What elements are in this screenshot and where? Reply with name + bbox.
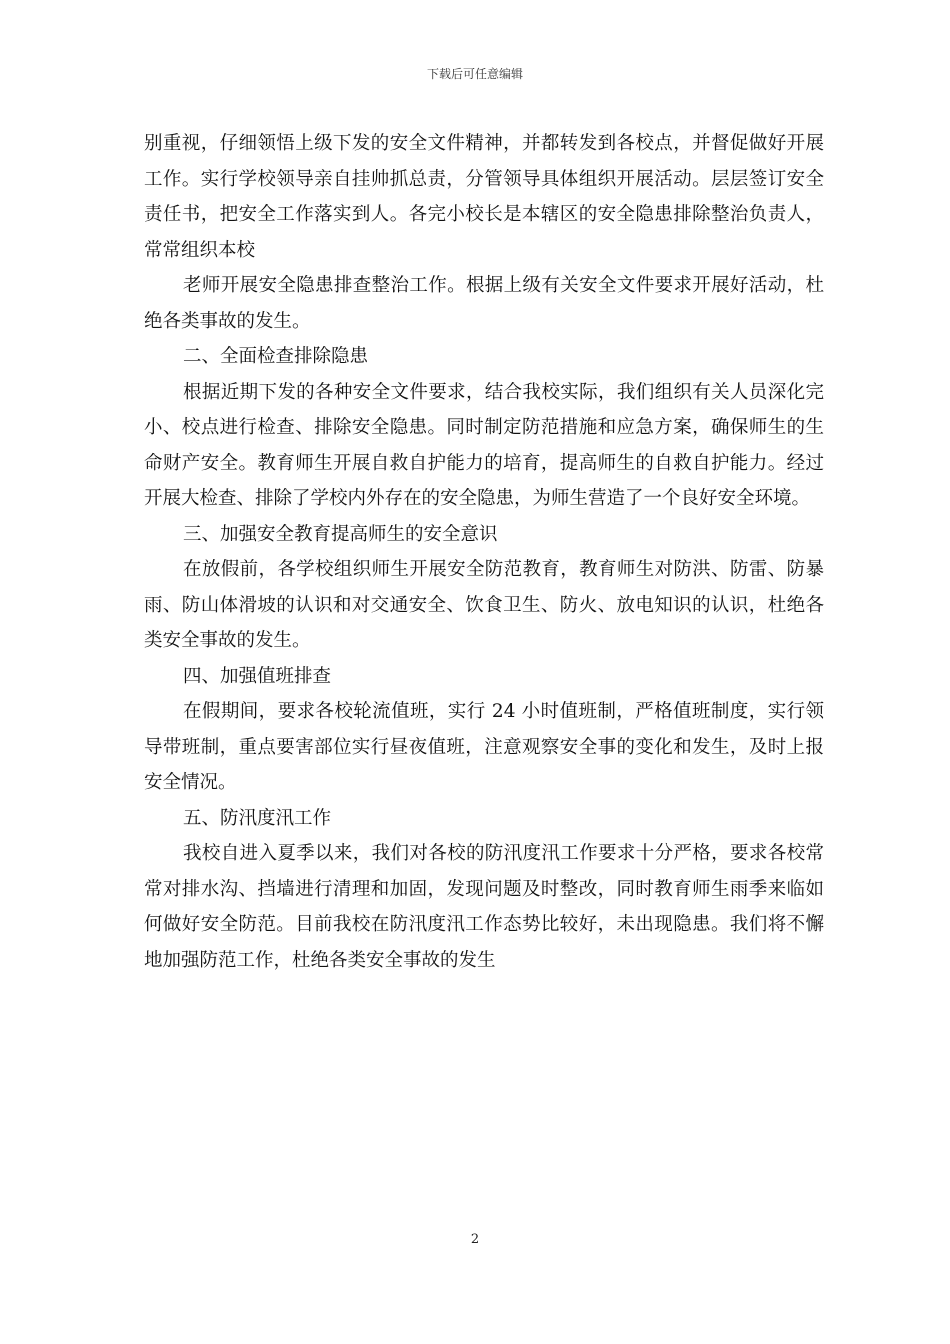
paragraph-safety-education: 在放假前，各学校组织师生开展安全防范教育，教育师生对防洪、防雷、防暴雨、防山体滑坡的认识和对交通安全、饮食卫生、防火、放电知识的认识，杜绝各类安全事故的发生。 [144,559,824,651]
document-body [144,126,824,978]
paragraph-teachers-checks: 老师开展安全隐患排查整治工作。根据上级有关安全文件要求开展好活动，杜绝各类事故的发生。 [144,275,824,332]
section-heading-5: 五、防汛度汛工作 [183,807,332,829]
paragraph-duty-shift: 在假期间，要求各校轮流值班，实行 24 小时值班制，严格值班制度，实行领导带班制，重点要害部位实行昼夜值班，注意观察安全事的变化和发生，及时上报安全情况。 [144,701,824,793]
page-number: 2 [470,1232,480,1247]
paragraph-flood-control: 我校自进入夏季以来，我们对各校的防汛度汛工作要求十分严格，要求各校常常对排水沟、挡墙进行清理和加固，发现问题及时整改，同时教育师生雨季来临如何做好安全防范。目前我校在防汛度汛工作态势比较好，未出现隐患。我们将不懈地加强防范工作，杜绝各类安全事故的发生 [144,843,824,971]
section-heading-3: 三、加强安全教育提高师生的安全意识 [183,523,498,545]
paragraph-inspection: 根据近期下发的各种安全文件要求，结合我校实际，我们组织有关人员深化完小、校点进行检查、排除安全隐患。同时制定防范措施和应急方案，确保师生的生命财产安全。教育师生开展自救自护能力的培育，提高师生的自救自护能力。经过开展大检查、排除了学校内外存在的安全隐患，为师生营造了一个良好安全环境。 [144,381,824,509]
section-heading-4: 四、加强值班排查 [183,665,332,687]
page-header: 下载后可任意编辑 [426,67,523,81]
paragraph-continuation: 别重视，仔细领悟上级下发的安全文件精神，并都转发到各校点，并督促做好开展工作。实行学校领导亲自挂帅抓总责，分管领导具体组织开展活动。层层签订安全责任书，把安全工作落实到人。各完小校长是本辖区的安全隐患排除整治负责人，常常组织本校 [144,133,824,261]
section-heading-2: 二、全面检查排除隐患 [183,346,369,367]
